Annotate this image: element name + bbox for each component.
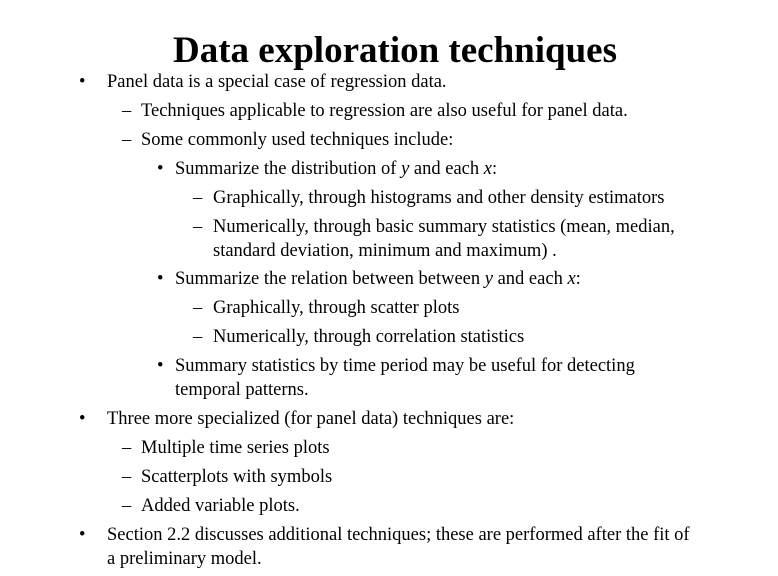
- variable-y: y: [484, 269, 493, 289]
- technique-distribution-pre: Summarize the distribution of: [175, 159, 402, 179]
- variable-x: x: [567, 269, 576, 289]
- bullet-marker: •: [79, 409, 86, 429]
- dash-marker: –: [193, 327, 203, 347]
- variable-y: y: [401, 159, 410, 179]
- dash-marker: –: [193, 188, 203, 208]
- bullet-2-sub-2: Scatterplots with symbols: [141, 467, 333, 487]
- technique-distribution-mid: and each: [409, 159, 484, 179]
- technique-relation-mid: and each: [492, 269, 568, 289]
- technique-distribution-post: :: [492, 159, 498, 179]
- distribution-numerically-line-2: standard deviation, minimum and maximum) .: [213, 241, 557, 261]
- bullet-2-sub-1: Multiple time series plots: [141, 438, 330, 458]
- bullet-3-line-2: a preliminary model.: [107, 549, 262, 569]
- bullet-1-sub-1: Techniques applicable to regression are also useful for panel data.: [141, 101, 628, 121]
- bullet-1-text: Panel data is a special case of regression data.: [107, 72, 447, 92]
- dash-marker: –: [122, 101, 132, 121]
- dash-marker: –: [122, 130, 132, 150]
- technique-relation: [175, 268, 581, 290]
- relation-graphically: Graphically, through scatter plots: [213, 298, 460, 318]
- bullet-1-sub-2: Some commonly used techniques include:: [141, 130, 454, 150]
- time-period-line-1: Summary statistics by time period may be useful for detecting: [175, 356, 635, 376]
- bullet-2-sub-3: Added variable plots.: [141, 496, 300, 516]
- time-period-line-2: temporal patterns.: [175, 380, 309, 400]
- distribution-numerically-line-1: Numerically, through basic summary statistics (mean, median,: [213, 217, 675, 237]
- bullet-2-text: Three more specialized (for panel data) techniques are:: [107, 409, 515, 429]
- dash-marker: –: [193, 298, 203, 318]
- technique-distribution: [175, 158, 497, 180]
- technique-relation-post: :: [575, 269, 581, 289]
- bullet-marker: •: [157, 356, 164, 376]
- variable-x: x: [483, 159, 492, 179]
- dash-marker: –: [122, 467, 132, 487]
- slide-title: Data exploration techniques: [173, 30, 617, 71]
- dash-marker: –: [122, 496, 132, 516]
- bullet-marker: •: [79, 72, 86, 92]
- technique-relation-pre: Summarize the relation between between: [175, 269, 485, 289]
- bullet-marker: •: [157, 159, 164, 179]
- relation-numerically: Numerically, through correlation statistics: [213, 327, 525, 347]
- dash-marker: –: [122, 438, 132, 458]
- bullet-marker: •: [157, 269, 164, 289]
- distribution-graphically: Graphically, through histograms and other density estimators: [213, 188, 665, 208]
- bullet-3-line-1: Section 2.2 discusses additional techniques; these are performed after the fit of: [107, 525, 690, 545]
- dash-marker: –: [193, 217, 203, 237]
- bullet-marker: •: [79, 525, 86, 545]
